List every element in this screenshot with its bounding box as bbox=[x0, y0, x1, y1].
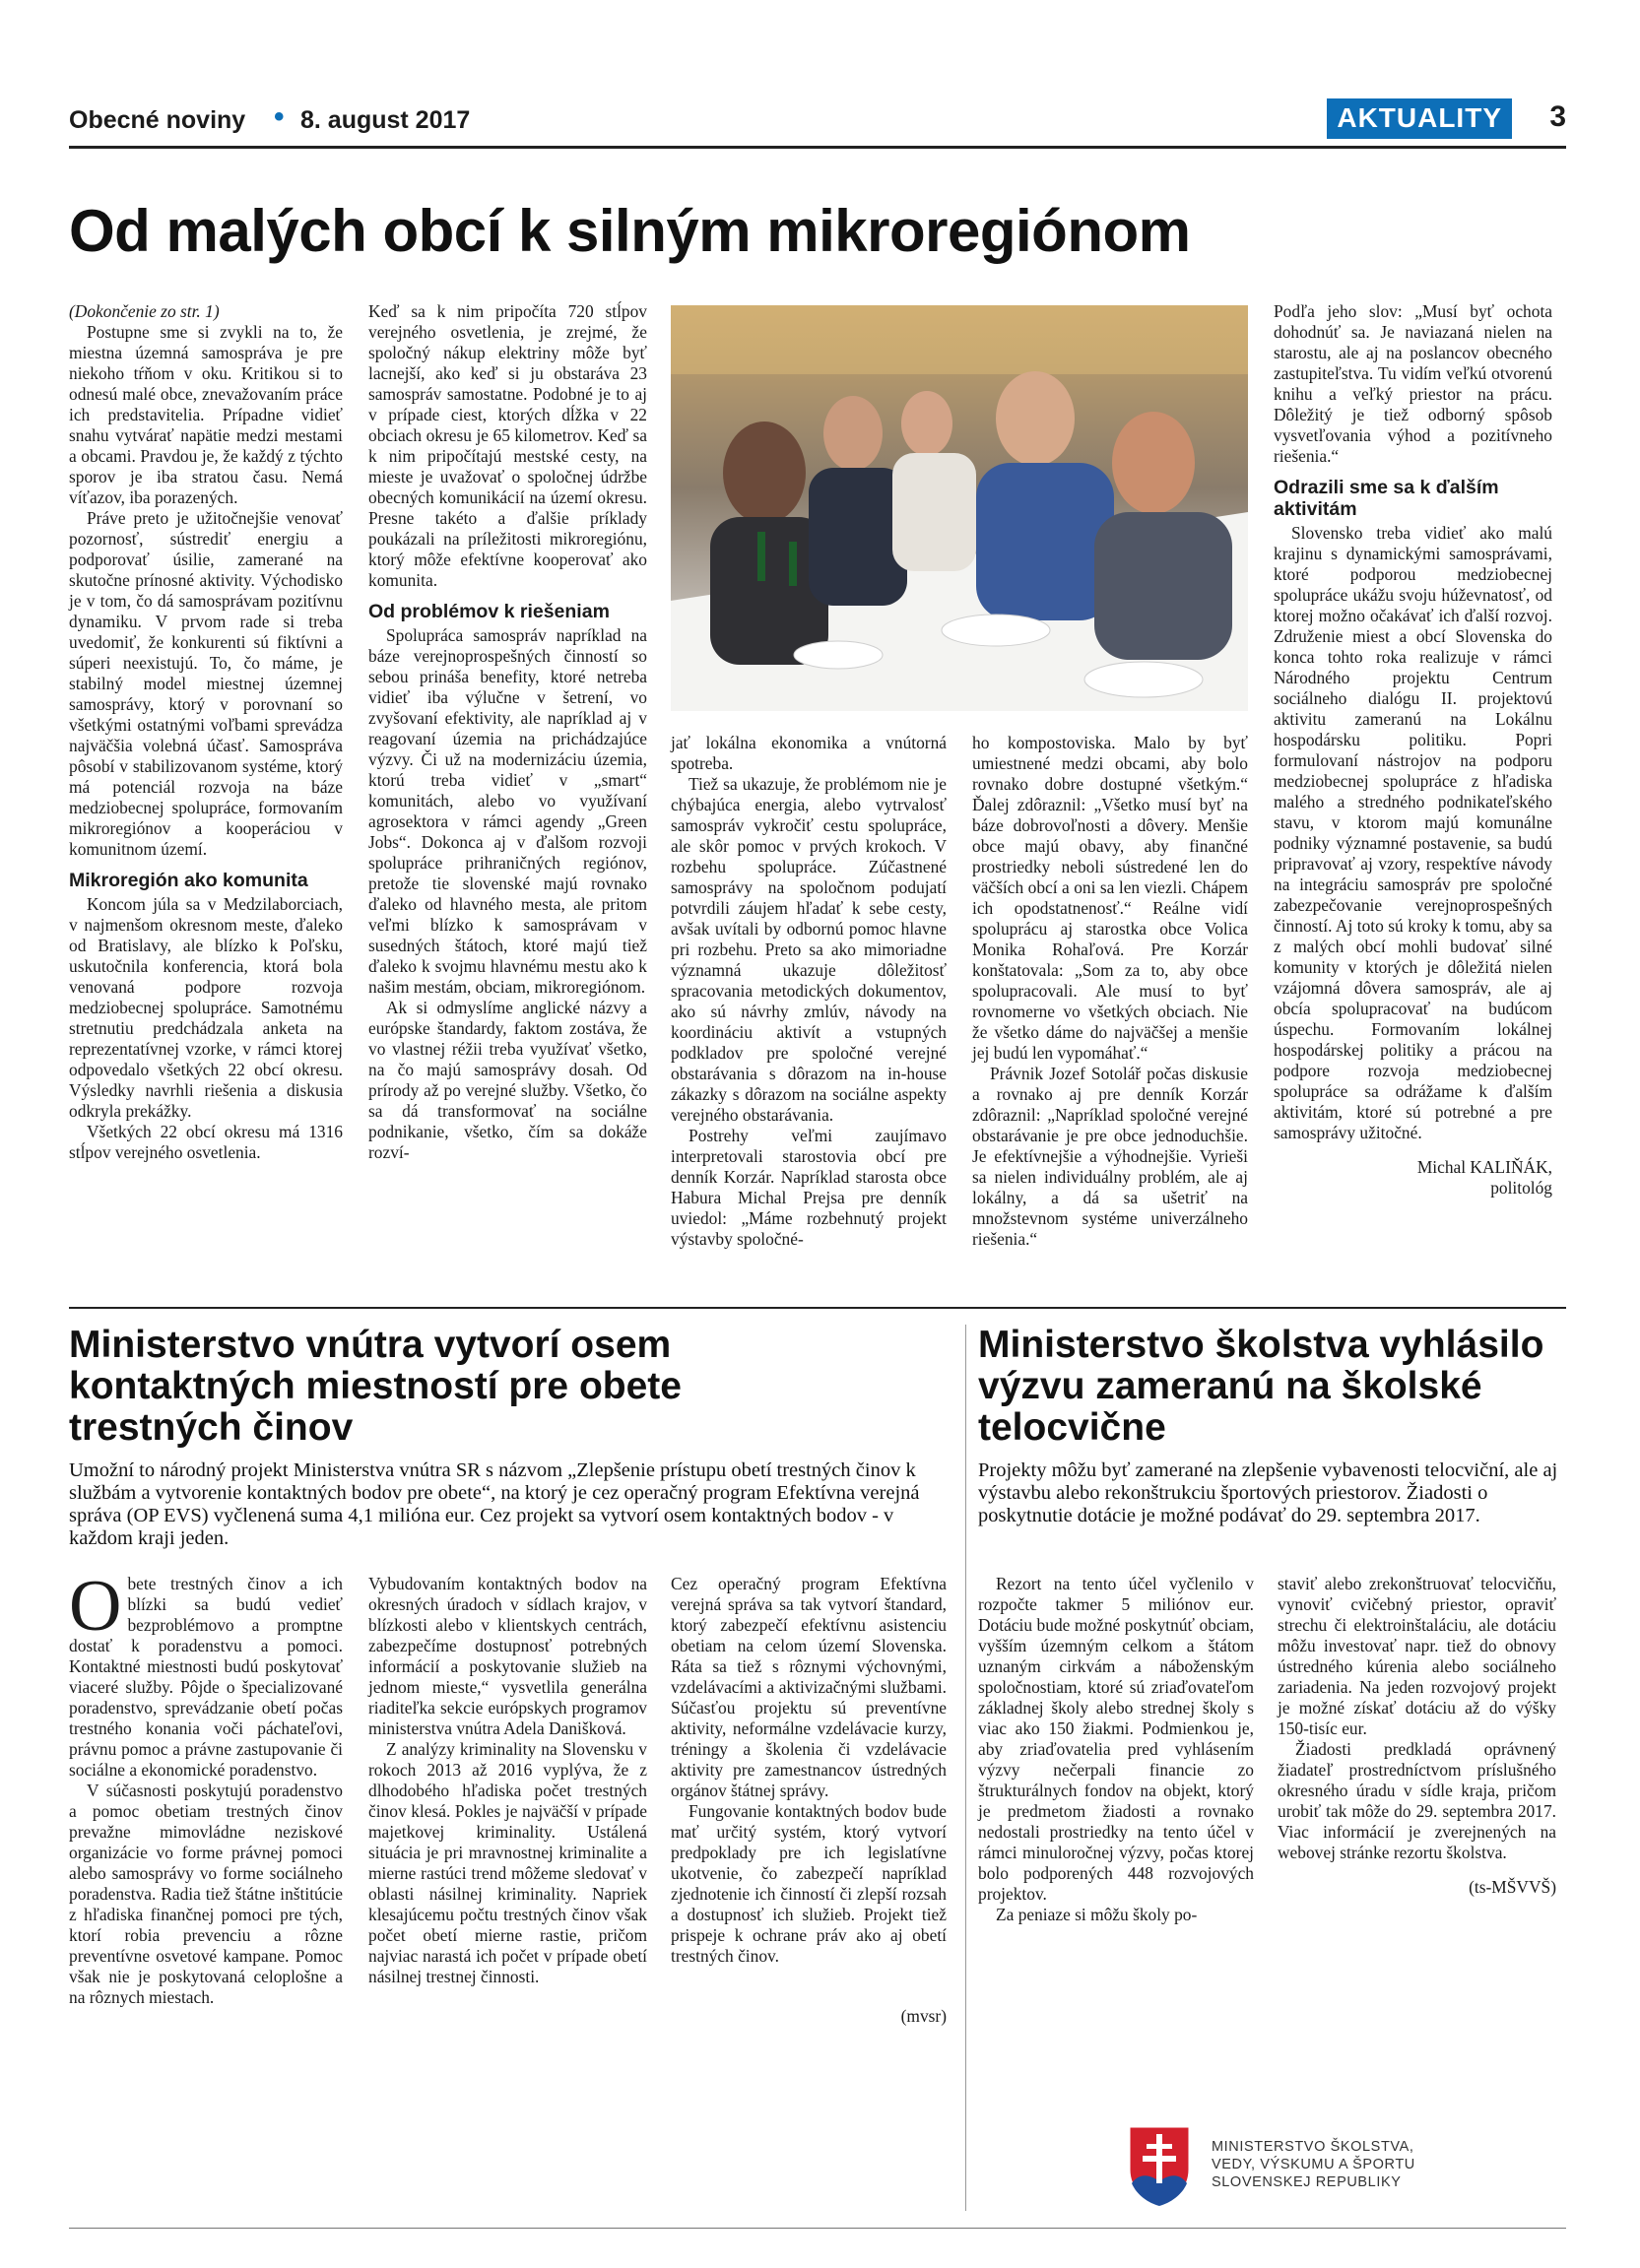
article1-column-1 bbox=[69, 301, 343, 1163]
article2-headline: Ministerstvo vnútra vytvorí osem kontaktných miestností pre obete trestných činov bbox=[69, 1324, 682, 1449]
header-rule bbox=[69, 146, 1566, 149]
paragraph bbox=[69, 1566, 343, 1781]
slovak-coat-of-arms-icon bbox=[1125, 2122, 1194, 2209]
article2-column-2 bbox=[368, 1574, 647, 1987]
article1-column-3 bbox=[671, 733, 947, 1250]
paragraph: Podľa jeho slov: „Musí byť ochota dohodnúť sa. Je naviazaná nielen na starostu, ale aj na poslancov obecného zastupiteľstva. Tu vidím veľkú otvorenú knihu a veľký priestor na prácu. Dôležitý je tiež odborný spôsob vysvetľovania výhod a pozitívneho riešenia.“ bbox=[1274, 301, 1552, 466]
section-tag: AKTUALITY bbox=[1327, 98, 1512, 139]
author-name: Michal KALIŇÁK, bbox=[1416, 1157, 1552, 1177]
logo-line: VEDY, VÝSKUMU A ŠPORTU bbox=[1212, 2157, 1415, 2172]
ministry-logo bbox=[1125, 2122, 1539, 2211]
page-number: 3 bbox=[1549, 100, 1566, 133]
article1-column-2 bbox=[368, 301, 647, 1163]
paragraph: Fungovanie kontaktných bodov bude mať určitý systém, ktorý vytvorí predpoklady pre ich legislatívne ukotvenie, čo zabezpečí napríklad zjednotenie ich činností či zlepší rozsah a dostupnosť ich služieb. Projekt tiež prispeje k ochrane práv ako aj obetí trestných činov. bbox=[671, 1801, 947, 1966]
bottom-rule bbox=[69, 2228, 1566, 2229]
section-divider bbox=[69, 1307, 1566, 1309]
paragraph: Vybudovaním kontaktných bodov na okresných úradoch v sídlach krajov, v blízkosti alebo v klientskych centrách, zabezpečíme dostupnosť potrebných informácií a poskytovanie služieb na jednom mieste,“ vysvetlila generálna riaditeľka sekcie európskych programov ministerstva vnútra Adela Danišková. bbox=[368, 1574, 647, 1738]
author-role: politológ bbox=[1490, 1178, 1552, 1198]
continuation-note: (Dokončenie zo str. 1) bbox=[69, 301, 220, 321]
paragraph: Koncom júla sa v Medzilaborciach, v najmenšom okresnom meste, ďaleko od Bratislavy, ale blízko k Poľsku, uskutočnila konferencia, ktorá bola venovaná podpore rozvoja medziobecnej spolupráce. Samotnému stretnutiu predchádzala anketa na reprezentatívnej vzorke, v rámci ktorej odpovedalo všetkých 22 obcí okresu. Výsledky navrhli riešenia a diskusia odkryla prekážky. bbox=[69, 894, 343, 1121]
article2-column-3 bbox=[671, 1574, 947, 2027]
subheading: Mikroregión ako komunita bbox=[69, 870, 308, 891]
paragraph: Rezort na tento účel vyčlenilo v rozpočte takmer 5 miliónov eur. Dotáciu bude možné poskytnúť obciam, vyšším územným celkom a štátom uznaným cirkvám a náboženským spoločnostiam, ktoré sú zriaďovateľom základnej školy alebo strednej školy s viac ako 150 žiakmi. Podmienkou je, aby zriaďovatelia pred vyhlásením výzvy nečerpali financie zo štrukturálnych fondov na objekt, ktorý je predmetom žiadosti a rovnako nedostali prostriedky na tento účel v rámci minuloročnej výzvy, počas ktorej bolo podporených 448 rozvojových projektov. bbox=[978, 1574, 1254, 1904]
article1-column-5 bbox=[1274, 301, 1552, 1199]
logo-line: SLOVENSKEJ REPUBLIKY bbox=[1212, 2174, 1402, 2190]
paragraph: Tiež sa ukazuje, že problémom nie je chýbajúca energia, alebo vytrvalosť samospráv vykročiť cestu spolupráce, ale skôr pomoc v prvých krokoch. V rozbehu spolupráce. Zúčastnené samosprávy na spoločnom podujatí potvrdili záujem hľadať k sebe cesty, avšak uvítali by odbornú pomoc hlavne pri rozbehu. Preto sa ako mimoriadne významná ukazuje dôležitosť spracovania metodických dokumentov, ako sú návrhy zmlúv, návody na koordináciu aktivít a vstupných podkladov pre spoločné verejné obstarávania s dôrazom na in-house zákazky s dôrazom na sociálne aspekty verejného obstarávania. bbox=[671, 774, 947, 1125]
logo-text bbox=[1212, 2138, 1415, 2191]
paragraph: Postrehy veľmi zaujímavo interpretovali starostovia obcí pre denník Korzár. Napríklad starosta obce Habura Michal Prejsa pre denník uviedol: „Máme rozbehnutý projekt výstavby spoločné- bbox=[671, 1126, 947, 1249]
article3-headline: Ministerstvo školstva vyhlásilo výzvu zameranú na školské telocvične bbox=[978, 1324, 1544, 1449]
paragraph: staviť alebo zrekonštruovať telocvičňu, vynoviť cvičebný priestor, opraviť strechu či elektroinštaláciu, ale dotáciu môžu investovať napr. tiež do obnovy ústredného kúrenia alebo sociálneho zariadenia. Na jeden rozvojový projekt je možné získať dotáciu až do výšky 150-tisíc eur. bbox=[1278, 1574, 1556, 1738]
article3-column-1 bbox=[978, 1574, 1254, 1925]
logo-line: MINISTERSTVO ŠKOLSTVA, bbox=[1212, 2139, 1414, 2155]
paragraph: Postupne sme si zvykli na to, že miestna územná samospráva je pre niekoho tŕňom v oku. Kritikou si to odnesú malé obce, znevažovaním práce ich predstavitelia. Prípadne vidieť snahu vytvárať napätie medzi mestami a obcami. Pravdou je, že každý z týchto sporov je iba stratou času. Nemá víťazov, iba porazených. bbox=[69, 322, 343, 507]
article2-column-1 bbox=[69, 1566, 343, 2008]
meeting-photo bbox=[671, 305, 1248, 711]
paragraph: ho kompostoviska. Malo by byť umiestnené medzi obcami, aby bolo rovnako dobre dostupné všetkým.“ Ďalej zdôraznil: „Všetko musí byť na báze dobrovoľnosti a dôvery. Menšie obce majú obavy, aby finančné prostriedky neboli sústredené len do väčších obcí a oni sa len viezli. Chápem ich opodstatnenosť.“ Reálne vidí spoluprácu aj starostka obce Volica Monika Rohaľová. Pre Korzár konštatovala: „Som za to, aby obce spolupracovali. Ale musí to byť rovnomerne vo všetkých obciach. Nie že všetko dáme do najväčšej a menšie jej budú len vypomáhať.“ bbox=[972, 733, 1248, 1063]
article2-lead: Umožní to národný projekt Ministerstva vnútra SR s názvom „Zlepšenie prístupu obetí trestných činov k službám a vytvorenie kontaktných bodov pre obete“, na ktorý je cez operačný program Efektívna verejná správa (OP EVS) vyčlenená suma 4,1 milióna eur. Cez projekt sa vytvorí osem kontaktných bodov - v každom kraji jeden. bbox=[69, 1459, 920, 1549]
bullet-separator: • bbox=[274, 100, 285, 133]
paper-name: Obecné noviny bbox=[69, 106, 246, 134]
paragraph: Žiadosti predkladá oprávnený žiadateľ prostredníctvom príslušného okresného úradu v sídle kraja, pričom urobiť tak môže do 29. septembra 2017. Viac informácií je zverejnených na webovej stránke rezortu školstva. bbox=[1278, 1739, 1556, 1862]
subheading: Od problémov k riešeniam bbox=[368, 601, 610, 622]
paragraph: Spolupráca samospráv napríklad na báze verejnoprospešných činností so sebou prináša benefity, ktoré netreba vidieť iba výlučne v šetrení, vo zvyšovaní efektivity, ale napríklad aj v reagovaní územia na prichádzajúce výzvy. Či už na modernizáciu územia, ktorú treba vidieť v „smart“ komunitách, alebo vo využívaní agrosektora v rámci agendy „Green Jobs“. Dokonca aj v ďalšom rozvoji spolupráce prihraničných regiónov, pretože tie slovenské majú rovnako ďaleko od hlavného mesta, ale pritom veľmi blízko k samosprávam v susedných štátoch, ktoré majú tiež ďaleko k svojmu hlavnému mestu ako k našim mestám, obciam, mikroregiónom. bbox=[368, 625, 647, 997]
article3-lead: Projekty môžu byť zamerané na zlepšenie vybavenosti telocviční, ale aj výstavbu alebo rekonštrukciu športových priestorov. Žiadosti o poskytnutie dotácie je možné podávať do 29. septembra 2017. bbox=[978, 1459, 1558, 1526]
issue-date: 8. august 2017 bbox=[300, 106, 471, 134]
article3-signature: (ts-MŠVVŠ) bbox=[1469, 1877, 1556, 1897]
drop-cap: O bbox=[69, 1566, 122, 1647]
paragraph: Keď sa k nim pripočíta 720 stĺpov verejného osvetlenia, je zrejmé, že spoločný nákup elektriny môže byť lacnejší, ako keď si ju obstaráva 23 samospráv samostatne. Podobné je to aj v prípade ciest, ktorých dĺžka v 22 obciach okresu je 65 kilometrov. Keď sa k nim pripočítajú mestské cesty, na mieste je uvažovať o spoločnej údržbe obecných komunikácií na území okresu. Presne takéto a ďalšie príklady poukázali na príležitosti mikroregiónu, ktorý môže efektívne kooperovať ako komunita. bbox=[368, 301, 647, 590]
column-divider bbox=[965, 1325, 966, 2211]
paragraph: Všetkých 22 obcí okresu má 1316 stĺpov verejného osvetlenia. bbox=[69, 1122, 343, 1162]
article2-signature: (mvsr) bbox=[900, 2006, 947, 2026]
paragraph: Ak si odmyslíme anglické názvy a európske štandardy, faktom zostáva, že vo vlastnej réžii treba využívať všetko, na čo majú samosprávy dosah. Od prírody až po verejné služby. Všetko, čo sa dá transformovať na sociálne podnikanie, všetko, čím sa dokáže rozví- bbox=[368, 998, 647, 1162]
meeting-photo-icon bbox=[671, 305, 1248, 711]
masthead bbox=[69, 98, 1566, 148]
article1-column-4 bbox=[972, 733, 1248, 1250]
paragraph: Z analýzy kriminality na Slovensku v rokoch 2013 až 2016 vyplýva, že z dlhodobého hľadiska počet trestných činov klesá. Pokles je najväčší v prípade majetkovej kriminality. Ustálená situácia je pri mravnostnej kriminalite a mierne rastúci trend môžeme sledovať v oblasti násilnej kriminality. Napriek klesajúcemu počtu trestných činov však počet obetí mierne rastie, pričom najviac narastá ich počet v prípade obetí násilnej trestnej činnosti. bbox=[368, 1739, 647, 1986]
article3-column-2 bbox=[1278, 1574, 1556, 1898]
paragraph: V súčasnosti poskytujú poradenstvo a pomoc obetiam trestných činov prevažne mimovládne neziskové organizácie vo forme právnej pomoci alebo samosprávy vo forme sociálneho poradenstva. Radia tiež štátne inštitúcie z hľadiska finančnej pomoci pre tých, ktorí robia prevenciu a rôzne preventívne osvetové kampane. Pomoc však nie je poskytovaná celoplošne a na rôznych miestach. bbox=[69, 1781, 343, 2007]
article1-headline: Od malých obcí k silným mikroregiónom bbox=[69, 198, 1191, 264]
paragraph: Slovensko treba vidieť ako malú krajinu s dynamickými samosprávami, ktoré podporou medziobecnej spolupráce ukážu svoju húževnatosť, od ktorej možno očakávať ich ďalší rozvoj. Združenie miest a obcí Slovenska do konca tohto roka realizuje v rámci Národného projektu Centrum sociálneho dialógu II. projektovú aktivitu zameranú na Lokálnu hospodársku politiku. Popri formulovaní nástrojov na podporu medziobecnej spolupráce z hľadiska malého a stredného podnikateľského stavu, v ktorom majú komunálne podniky významné postavenie, sa budú pripravovať aj vzory, respektíve návody na integráciu samospráv pre spoločné zabezpečovanie verejnoprospešných činností. Aj toto sú kroky k tomu, aby sa z malých obcí mohli budovať silné komunity v ktorých je dôležitá nielen vzájomná dôvera samospráv, ale aj obcía spolupracovať na budúcom úspechu. Formovaním lokálnej hospodárskej politiky a prácou na podpore rozvoja medziobecnej spolupráce sa odrážame k ďalším aktivitám, ktoré sú potrebné a pre samosprávy užitočné. bbox=[1274, 523, 1552, 1142]
paragraph: Právnik Jozef Sotolář počas diskusie a rovnako aj pre denník Korzár zdôraznil: „Napríklad spoločné verejné obstarávanie je pre obce jednoduchšie. Je efektívnejšie a výhodnejšie. Vyrieši sa nielen individuálny problém, ale aj lokálny, a dá sa ušetriť na množstevnom systéme univerzálneho riešenia.“ bbox=[972, 1064, 1248, 1249]
paragraph: Za peniaze si môžu školy po- bbox=[996, 1905, 1198, 1924]
paragraph-text: bete trestných činov a ich blízki sa budú vedieť bezproblémovo a promptne dostať k poradenstvu a pomoci. Kontaktné miestnosti budú poskytovať viaceré služby. Pôjde o špecializované poradenstvo, sprevádzanie obetí počas trestného konania voči páchateľovi, právnu pomoc a právne zastupovanie či sociálne a ekonomické poradenstvo. bbox=[69, 1574, 343, 1780]
paragraph: jať lokálna ekonomika a vnútorná spotreba. bbox=[671, 733, 947, 773]
subheading: Odrazili sme sa k ďalším aktivitám bbox=[1274, 477, 1499, 520]
paragraph: Cez operačný program Efektívna verejná správa sa tak vytvorí štandard, ktorý zabezpečí efektívnu asistenciu obetiam na celom území Slovenska. Ráta sa tiež s rôznymi výchovnými, vzdelávacími a aktivizačnými službami. Súčasťou projektu sú preventívne aktivity, neformálne vzdelávacie kurzy, tréningy a školenia či vzdelávacie aktivity pre zamestnancov ústredných orgánov štátnej správy. bbox=[671, 1574, 947, 1800]
paragraph: Práve preto je užitočnejšie venovať pozornosť, sústrediť energiu a podporovať úsilie, zamerané na skutočne prínosné aktivity. Východisko je v tom, čo dá samosprávam pozitívnu dynamiku. V prvom rade si treba uvedomiť, že konkurenti sú fiktívni a súperi neexistujú. To, čo máme, je stabilný model miestnej územnej samosprávy, ktorý v porovnaní so všetkými ostatnými voľbami sprevádza najväčšia volebná účasť. Samospráva pôsobí v stabilizovanom systéme, ktorý má potenciál rozvoja na báze medziobecnej spolupráce, formovaním mikroregiónov a kooperáciou v komunitnom území. bbox=[69, 508, 343, 859]
